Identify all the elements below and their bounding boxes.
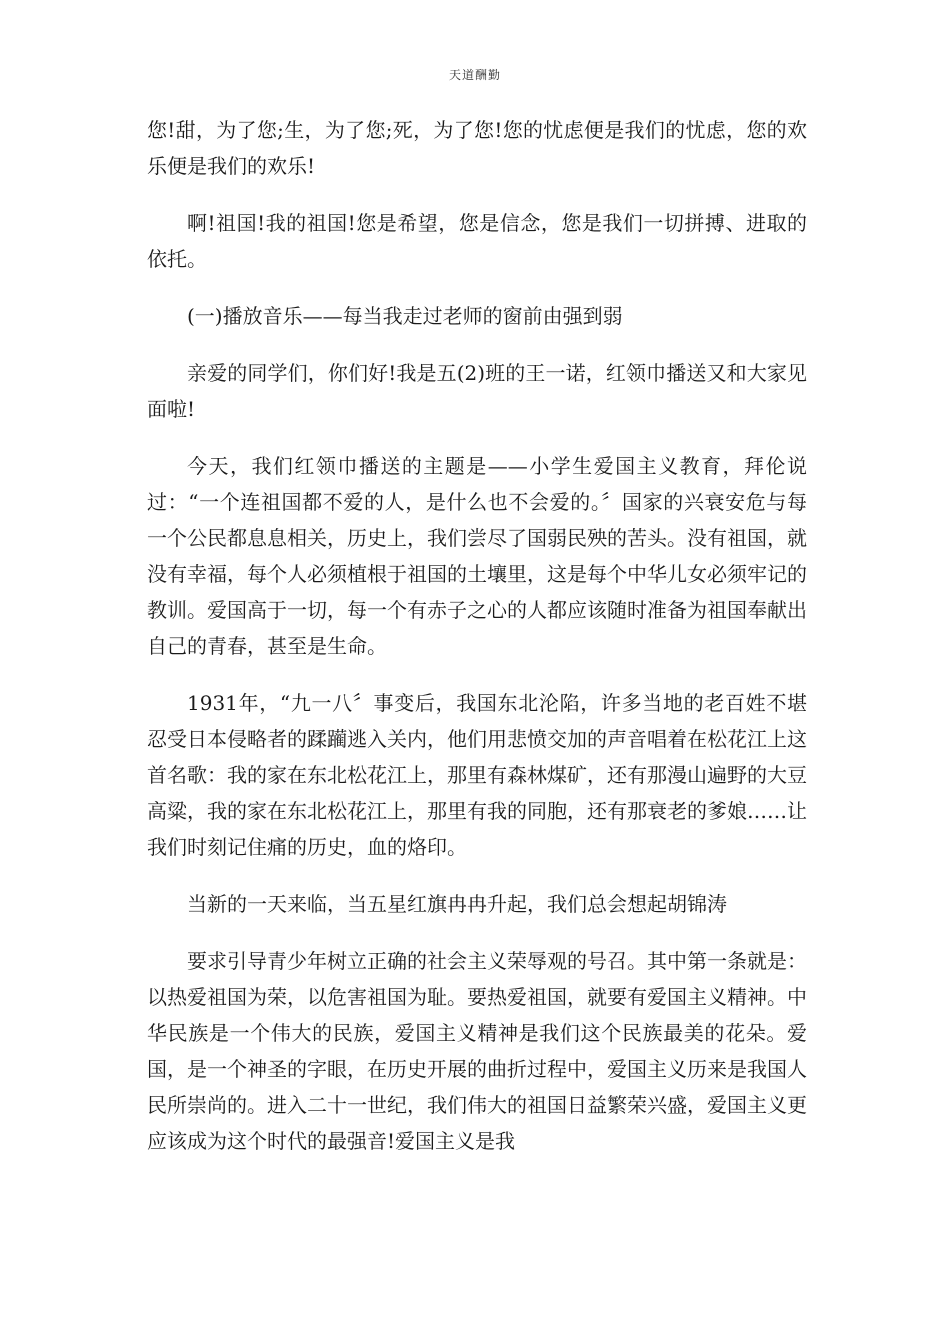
paragraph-3: (一)播放音乐——每当我走过老师的窗前由强到弱 (187, 304, 623, 328)
paragraph-7: 当新的一天来临，当五星红旗冉冉升起，我们总会想起胡锦涛 (187, 892, 727, 916)
document-body (147, 112, 807, 1180)
paragraph-1: 您!甜，为了您;生，为了您;死，为了您!您的忧虑便是我们的忧虑，您的欢乐便是我们的欢乐! (147, 118, 807, 178)
paragraph-4: 亲爱的同学们，你们好!我是五(2)班的王一诺，红领巾播送又和大家见面啦! (147, 361, 807, 421)
paragraph-6: 1931年，“九一八〞事变后，我国东北沦陷，许多当地的老百姓不堪忍受日本侵略者的蹂躏逃入关内，他们用悲愤交加的声音唱着在松花江上这首名歌：我的家在东北松花江上，那里有森林煤矿，还有那漫山遍野的大豆高粱，我的家在东北松花江上，那里有我的同胞，还有那衰老的爹娘……让我们时刻记住痛的历史，血的烙印。 (147, 691, 807, 859)
page-header: 天道酬勤 (448, 68, 501, 82)
paragraph-8: 要求引导青少年树立正确的社会主义荣辱观的号召。其中第一条就是：以热爱祖国为荣，以危害祖国为耻。要热爱祖国，就要有爱国主义精神。中华民族是一个伟大的民族，爱国主义精神是我们这个民族最美的花朵。爱国，是一个神圣的字眼，在历史开展的曲折过程中，爱国主义历来是我国人民所崇尚的。进入二十一世纪，我们伟大的祖国日益繁荣兴盛，爱国主义更应该成为这个时代的最强音!爱国主义是我 (147, 949, 807, 1153)
paragraph-2: 啊!祖国!我的祖国!您是希望，您是信念，您是我们一切拼搏、进取的依托。 (147, 211, 807, 271)
paragraph-5: 今天，我们红领巾播送的主题是——小学生爱国主义教育，拜伦说过：“一个连祖国都不爱的人，是什么也不会爱的。〞国家的兴衰安危与每一个公民都息息相关，历史上，我们尝尽了国弱民殃的苦头。没有祖国，就没有幸福，每个人必须植根于祖国的土壤里，这是每个中华儿女必须牢记的教训。爱国高于一切，每一个有赤子之心的人都应该随时准备为祖国奉献出自己的青春，甚至是生命。 (147, 454, 807, 658)
